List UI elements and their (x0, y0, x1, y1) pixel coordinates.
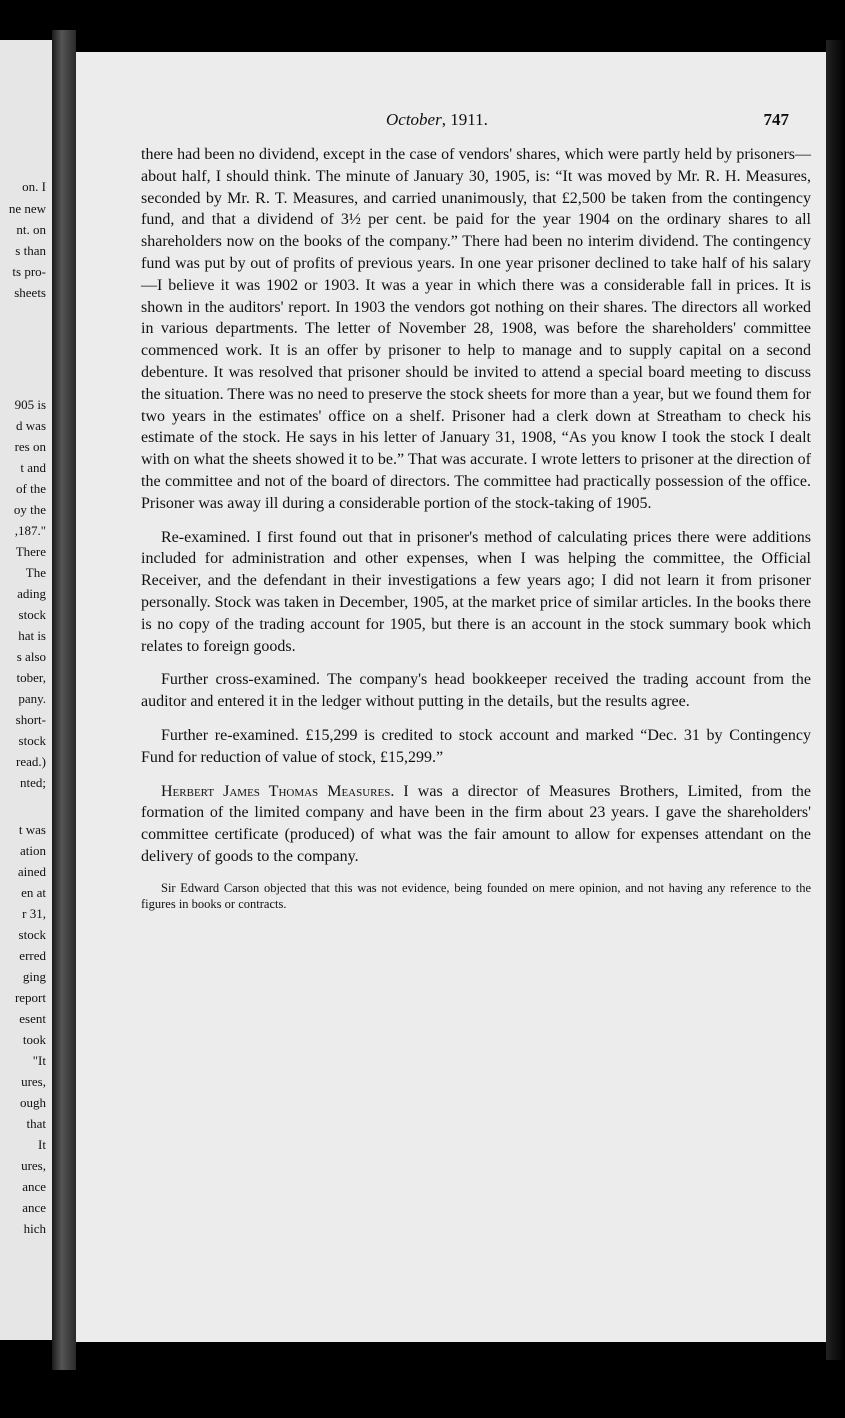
left-page-fragment: There (15, 544, 46, 559)
left-page-fragment: esent (19, 1011, 46, 1026)
left-page-fragment: ance (22, 1179, 46, 1194)
left-page-fragment: ging (22, 969, 46, 984)
left-page-fragment: d was (16, 418, 46, 433)
left-page-fragment: hat is (18, 628, 46, 643)
witness-name: Herbert James Thomas Measures. (161, 782, 395, 800)
book-page (76, 52, 826, 1342)
left-page-fragment: ures, (21, 1074, 46, 1089)
left-page-fragment: took (22, 1032, 46, 1047)
left-page-edge (0, 40, 52, 1340)
paragraph-witness-testimony (141, 781, 811, 868)
header-year: , 1911. (441, 110, 488, 129)
left-page-fragment: of the (16, 481, 46, 496)
left-page-fragment: that (26, 1116, 46, 1131)
left-page-fragment: en at (21, 885, 46, 900)
left-page-fragment: 905 is (14, 397, 46, 412)
witness-text: I was a director of Measures Brothers, Limited, from the formation of the limited company and have been in the firm about 23 years. I gave the shareholders' committee certificate (produced) of what was the fair amount to allow for expenses attendant on the delivery of goods to the company. (141, 782, 811, 865)
left-page-fragment: stock (18, 927, 46, 942)
left-page-fragment: ough (20, 1095, 46, 1110)
left-page-fragment: report (14, 990, 46, 1005)
left-page-fragment: ,187." (14, 523, 46, 538)
left-page-fragment: res on (14, 439, 46, 454)
left-page-fragment: ures, (21, 1158, 46, 1173)
left-page-fragment: tober, (16, 670, 46, 685)
header-month: October (386, 110, 442, 129)
left-page-fragment: pany. (18, 691, 46, 706)
body-text (141, 144, 811, 868)
left-page-fragment: It (38, 1137, 46, 1152)
left-page-fragment: stock (18, 607, 46, 622)
left-page-fragment: r 31, (22, 906, 46, 921)
left-page-fragment: erred (19, 948, 46, 963)
left-page-fragment: hich (23, 1221, 46, 1236)
left-page-fragment: ne new (8, 201, 46, 216)
book-gutter (52, 30, 76, 1370)
paragraph-continued: there had been no dividend, except in the case of vendors' shares, which were partly held by prisoners—about half, I should think. The minute of January 30, 1905, is: “It was moved by Mr. R. H. Measures, seconded by Mr. R. T. Measures, and carried unanimously, that £2,500 be taken from the contingency fund, and that a dividend of 3½ per cent. be paid for the year 1904 on the ordinary shares to all shareholders now on the books of the company.” There had been no interim dividend. The contingency fund was put by out of profits of previous years. In one year prisoner declined to take half of his salary—I believe it was 1902 or 1903. It was a year in which there was a considerable fall in prices. It is shown in the auditors' report. In 1903 the vendors got nothing on their shares. The directors all worked in various departments. The letter of November 28, 1908, was before the shareholders' committee commenced work. It is an offer by prisoner to help to manage and to supply capital on a second debenture. It was resolved that prisoner should be invited to attend a special board meeting to discuss the situation. There was no need to preserve the stock sheets for more than a year, but we found them for two years in the estimates' office on a shelf. Prisoner had a clerk down at Streatham to check his estimate of the stock. He says in his letter of January 31, 1908, “As you know I took the stock I dealt with on what the sheets showed it to be.” That was accurate. I wrote letters to prisoner at the direction of the committee and not of the board of directors. The committee had practically possession of the office. Prisoner was away ill during a considerable portion of the stock-taking of 1905. (141, 146, 811, 512)
page-number: 747 (763, 110, 789, 129)
left-page-fragment: nt. on (16, 222, 46, 237)
left-page-fragment: s than (15, 243, 46, 258)
left-page-fragment: ation (20, 843, 46, 858)
paragraph-re-examined: Re-examined. I first found out that in prisoner's method of calculating prices there were additions included for administration and other expenses, when I was helping the committee, the Official Receiver, and the defendant in their investigations a few years ago; I did not learn it from prisoner personally. Stock was taken in December, 1905, at the market price of similar articles. In the books there is no copy of the trading account for 1905, but there is an account in the stock summary book which relates to foreign goods. (141, 528, 811, 655)
left-page-fragment: t was (18, 822, 46, 837)
left-page-fragment: short- (15, 712, 46, 727)
paragraph-further-cross-examined: Further cross-examined. The company's head bookkeeper received the trading account from the auditor and entered it in the ledger without putting in the details, but the results agree. (141, 671, 811, 711)
left-page-fragment: ance (22, 1200, 46, 1215)
left-page-fragment: The (25, 565, 46, 580)
header-date (386, 110, 488, 130)
left-page-fragment: ading (17, 586, 46, 601)
page-content (141, 110, 811, 912)
left-page-fragment: nted; (20, 775, 46, 790)
left-page-fragment: ained (17, 864, 46, 879)
running-header (141, 110, 811, 144)
left-page-fragment: stock (18, 733, 46, 748)
left-page-fragment: oy the (13, 502, 46, 517)
left-page-fragment: ts pro- (12, 264, 46, 279)
left-page-fragment: t and (20, 460, 46, 475)
left-page-fragment: sheets (14, 285, 46, 300)
left-page-fragment: on. I (22, 179, 46, 194)
paragraph-further-re-examined: Further re-examined. £15,299 is credited to stock account and marked “Dec. 31 by Contingency Fund for reduction of value of stock, £15,299.” (141, 726, 811, 766)
right-page-edge (826, 40, 845, 1360)
left-page-fragment: s also (16, 649, 46, 664)
left-page-fragment: "It (32, 1053, 46, 1068)
footnote: Sir Edward Carson objected that this was not evidence, being founded on mere opinion, and not having any reference to the figures in books or contracts. (141, 880, 811, 911)
left-page-fragment: read.) (16, 754, 46, 769)
